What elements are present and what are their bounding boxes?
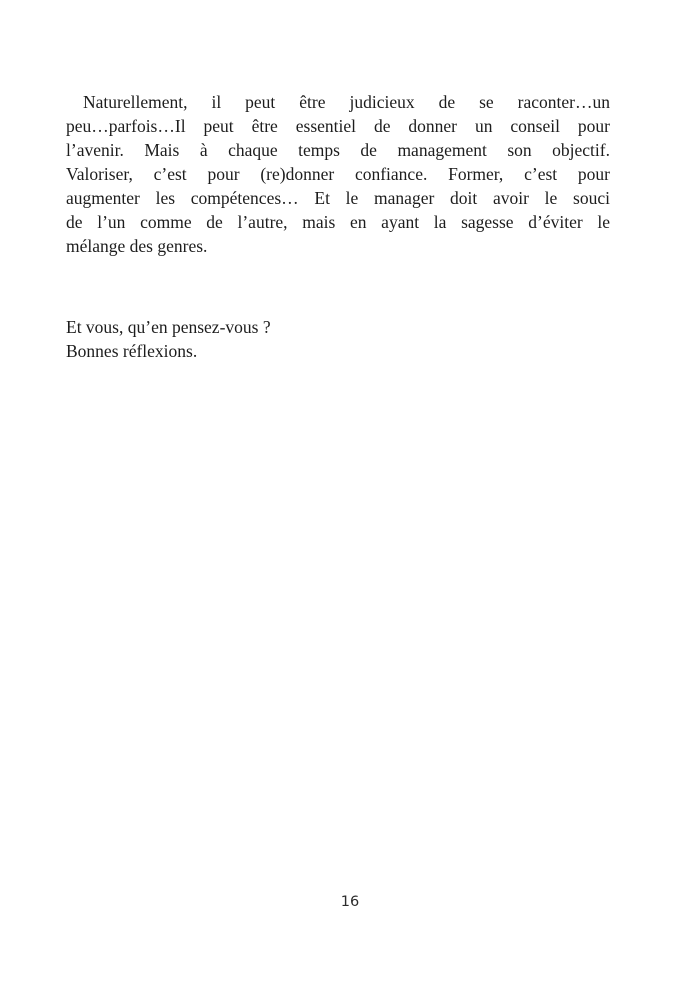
paragraph-line: l’avenir. Mais à chaque temps de management son objectif.	[66, 140, 610, 160]
closing-question: Et vous, qu’en pensez-vous ?	[66, 317, 271, 337]
paragraph-line: Valoriser, c’est pour (re)donner confiance. Former, c’est pour	[66, 164, 610, 184]
closing-block	[66, 315, 610, 363]
paragraph	[66, 90, 610, 258]
paragraph-line: Naturellement, il peut être judicieux de se raconter…un	[83, 92, 610, 112]
paragraph-line-last: mélange des genres.	[66, 236, 208, 256]
page-footer	[0, 893, 700, 911]
paragraph-line: peu…parfois…Il peut être essentiel de donner un conseil pour	[66, 116, 610, 136]
page-text-block	[66, 90, 610, 363]
paragraph-line: augmenter les compétences… Et le manager doit avoir le souci	[66, 188, 610, 208]
paragraph-line: de l’un comme de l’autre, mais en ayant la sagesse d’éviter le	[66, 212, 610, 232]
page-number: 16	[340, 894, 360, 910]
closing-signoff: Bonnes réflexions.	[66, 341, 198, 361]
